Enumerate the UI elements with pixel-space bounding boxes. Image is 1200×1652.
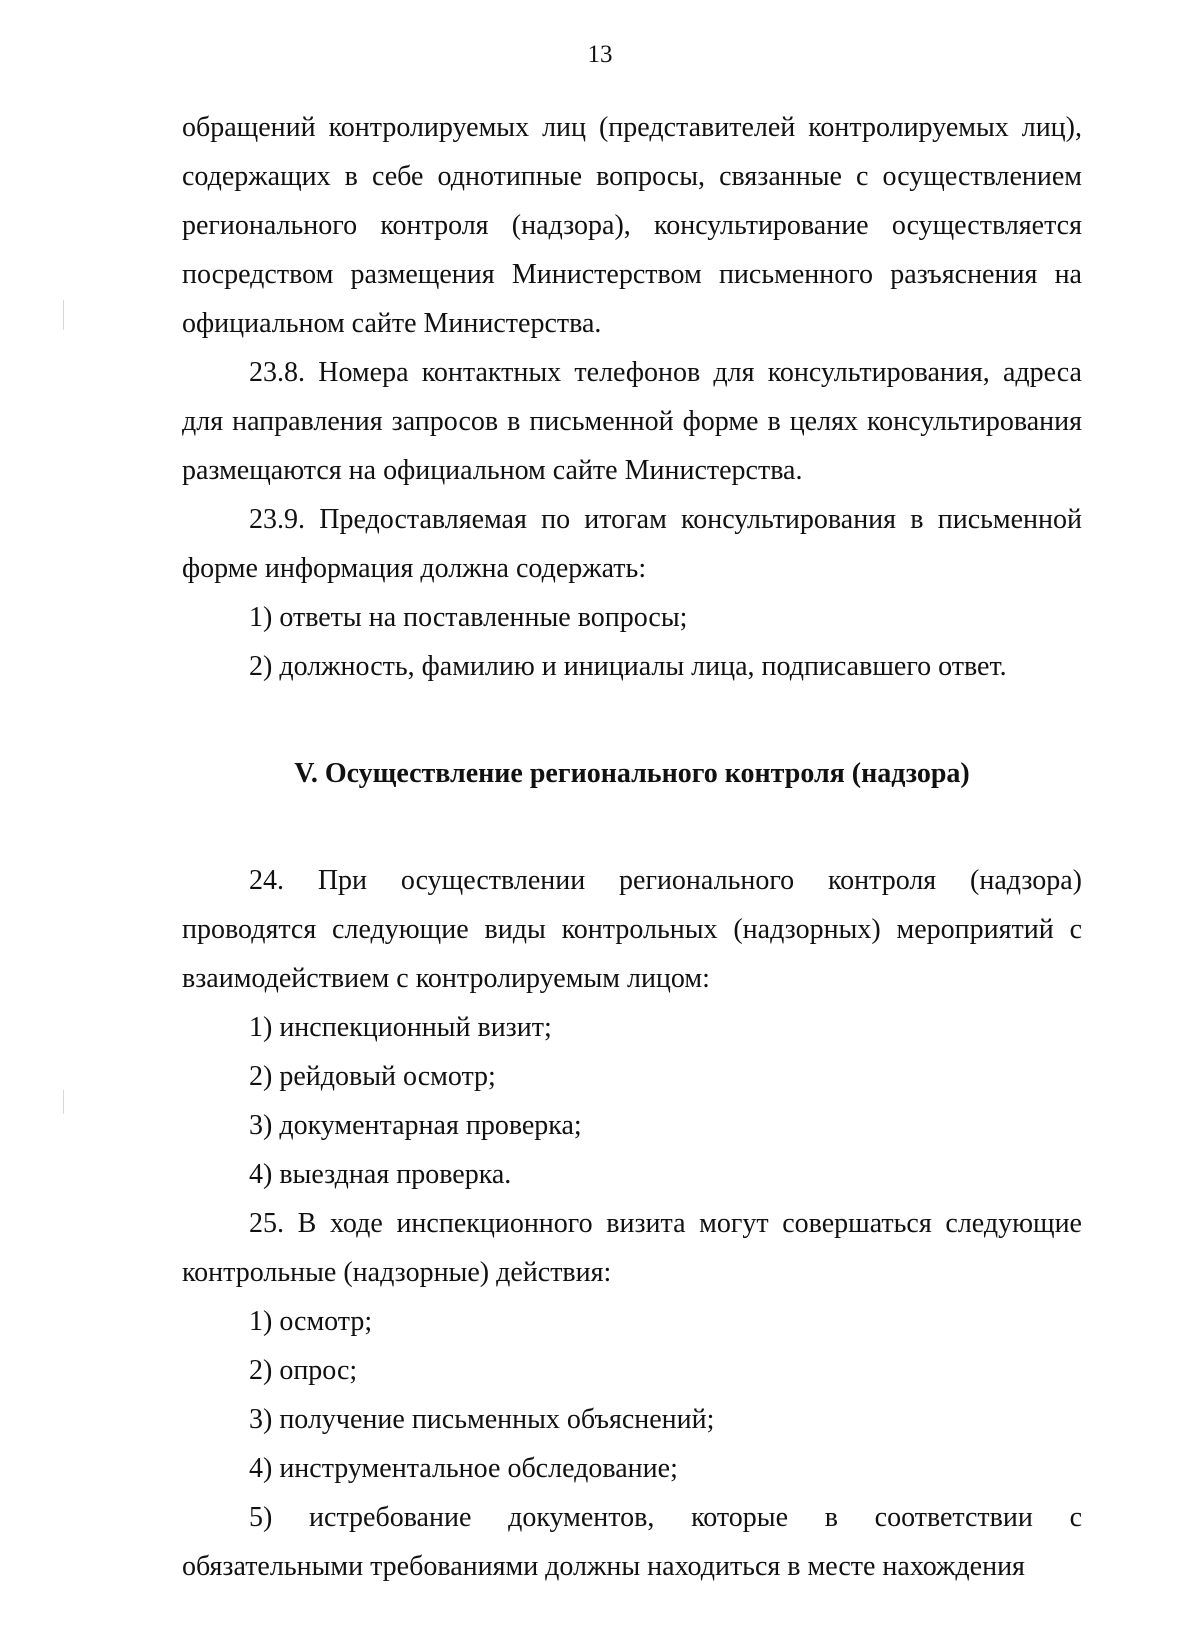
paragraph: 24. При осуществлении регионального контроля (надзора) проводятся следующие виды контрольных (надзорных) мероприятий с взаимодействием с контролируемым лицом: [182,865,1082,994]
section-heading: V. Осуществление регионального контроля (надзора) [294,758,970,789]
list-item: 2) должность, фамилию и инициалы лица, подписавшего ответ. [249,651,1007,682]
list-item: 3) документарная проверка; [249,1110,582,1141]
list-item: 4) выездная проверка. [249,1159,512,1190]
page-number: 13 [587,41,613,68]
list-item: 5) истребование документов, которые в соответствии с обязательными требованиями должны находиться в месте нахождения [182,1502,1082,1582]
scan-edge-mark [63,1090,64,1114]
paragraph: 23.9. Предоставляемая по итогам консультирования в письменной форме информация должна содержать: [182,504,1082,584]
list-item: 2) опрос; [249,1355,358,1386]
list-item: 1) ответы на поставленные вопросы; [249,602,688,633]
list-item: 4) инструментальное обследование; [249,1453,678,1484]
document-body [182,103,1082,1591]
paragraph: обращений контролируемых лиц (представителей контролируемых лиц), содержащих в себе однотипные вопросы, связанные с осуществлением регионального контроля (надзора), консультирование осуществляется посредством размещения Министерством письменного разъяснения на официальном сайте Министерства. [182,112,1082,339]
scan-edge-mark [63,300,64,330]
list-item: 1) инспекционный визит; [249,1012,552,1043]
paragraph: 23.8. Номера контактных телефонов для консультирования, адреса для направления запросов в письменной форме в целях консультирования размещаются на официальном сайте Министерства. [182,357,1082,486]
list-item: 2) рейдовый осмотр; [249,1061,496,1092]
list-item: 1) осмотр; [249,1306,373,1337]
paragraph: 25. В ходе инспекционного визита могут совершаться следующие контрольные (надзорные) действия: [182,1208,1082,1288]
list-item: 3) получение письменных объяснений; [249,1404,715,1435]
